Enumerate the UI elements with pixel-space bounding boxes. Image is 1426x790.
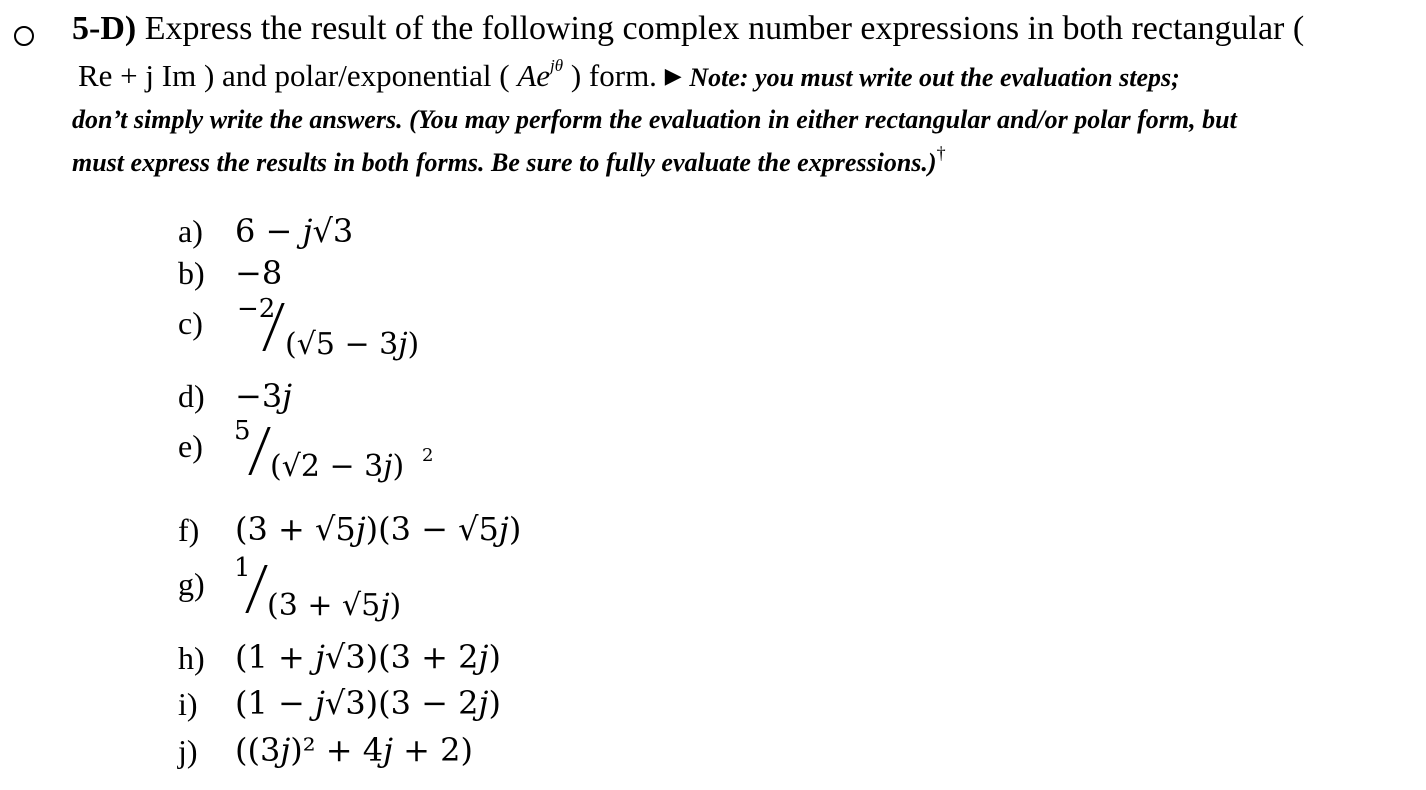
item-g-numerator: 1: [234, 553, 251, 583]
item-b-label: b): [178, 255, 205, 291]
item-g-label: g): [178, 566, 205, 602]
note-line-2: don’t simply write the answers. (You may perform the evaluation in either rectangular and/or polar form, but: [72, 105, 1237, 134]
note-line-3-wrap: [72, 143, 946, 178]
form-end-text: ) form.: [570, 58, 657, 93]
list-bullet-icon: [14, 26, 34, 46]
item-h-label: h): [178, 640, 205, 676]
item-a-label: a): [178, 213, 203, 249]
problem-intro: Express the result of the following complex number expressions in both rectangular (: [136, 10, 1305, 47]
problem-statement-line-1: [72, 10, 1304, 48]
item-g-denominator: (3 + √5𝑗): [267, 588, 402, 623]
item-f-label: f): [178, 512, 200, 548]
polar-exponent: jθ: [550, 56, 564, 75]
item-j-label: j): [178, 733, 198, 769]
item-e-numerator: 5: [234, 416, 251, 446]
item-d-label: d): [178, 378, 205, 414]
item-i-expression: (1 − 𝑗√3)(3 − 2𝑗): [235, 684, 501, 722]
problem-number: 5-D): [72, 10, 137, 47]
item-c-label: c): [178, 305, 203, 341]
dagger-mark: †: [936, 143, 946, 163]
item-e-label: e): [178, 428, 203, 464]
polar-base: Ae: [517, 58, 551, 93]
item-c-denominator: (√5 − 3𝑗): [285, 327, 420, 362]
note-line-1: Note: you must write out the evaluation steps;: [689, 63, 1180, 92]
item-a-expression: 6 − 𝑗√3: [235, 212, 354, 250]
note-line-3: must express the results in both forms. Be sure to fully evaluate the expressions.): [72, 148, 937, 177]
item-e-fraction-slash: [248, 427, 270, 475]
item-i-label: i): [178, 686, 198, 722]
item-e-power: 2: [422, 445, 434, 466]
item-d-expression: −3𝑗: [235, 377, 293, 415]
rect-form: Re + j Im: [78, 58, 197, 93]
and-polar-text: ) and polar/exponential (: [203, 58, 510, 93]
arrow-icon: ▶: [664, 63, 682, 88]
item-h-expression: (1 + 𝑗√3)(3 + 2𝑗): [235, 638, 501, 676]
problem-statement-line-2: [78, 56, 1180, 94]
item-c-numerator: −2: [237, 294, 276, 324]
item-j-expression: ((3𝑗)² + 4𝑗 + 2): [235, 731, 473, 769]
item-b-expression: −8: [235, 254, 283, 292]
item-e-denominator: (√2 − 3𝑗): [270, 449, 405, 484]
item-f-expression: (3 + √5𝑗)(3 − √5𝑗): [235, 510, 522, 548]
